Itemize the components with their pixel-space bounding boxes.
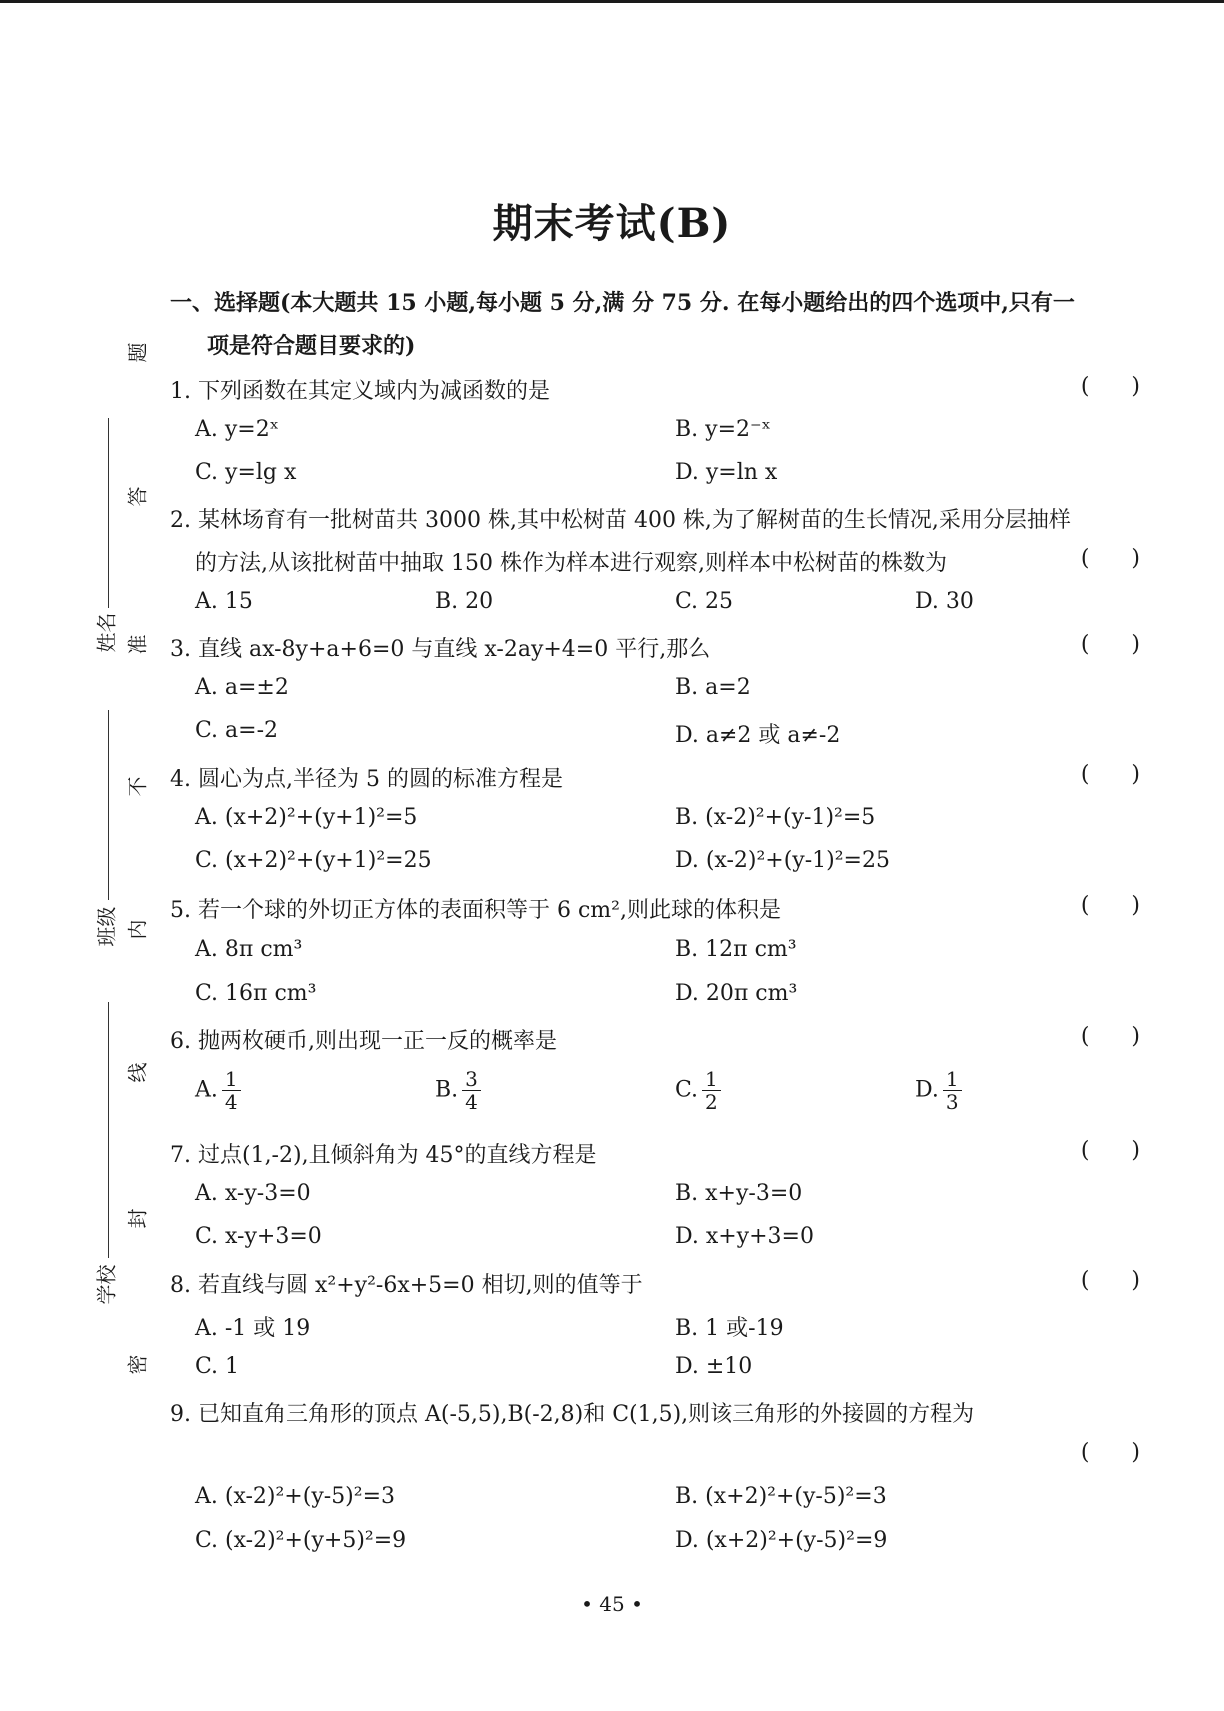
option-d: D. ±10 — [675, 1354, 753, 1379]
top-rule — [0, 0, 1224, 3]
name-field-label: 姓名 — [94, 612, 119, 653]
page-title: 期末考试(B) — [492, 200, 732, 247]
margin-char-bu: 不 — [125, 776, 150, 797]
question-stem: 9. 已知直角三角形的顶点 A(-5,5),B(-2,8)和 C(1,5),则该三角形的外接圆的方程为 — [170, 1402, 975, 1427]
margin-char-ti: 题 — [125, 342, 150, 363]
option-d: D. a≠2 或 a≠-2 — [675, 723, 841, 748]
question-stem: 5. 若一个球的外切正方体的表面积等于 6 cm²,则此球的体积是 — [170, 898, 781, 923]
fraction-numerator: 1 — [943, 1068, 962, 1091]
option-c: C. y=lg x — [195, 460, 297, 485]
question-stem: 7. 过点(1,-2),且倾斜角为 45°的直线方程是 — [170, 1143, 597, 1168]
answer-paren: ( ) — [1080, 1440, 1140, 1465]
option-c: C. (x+2)²+(y+1)²=25 — [195, 848, 432, 873]
option-c: C. (x-2)²+(y+5)²=9 — [195, 1528, 407, 1553]
option-a: A. x-y-3=0 — [195, 1181, 311, 1206]
margin-char-xian: 线 — [125, 1062, 150, 1083]
option-a: A. 8π cm³ — [195, 937, 303, 962]
option-a: A. 15 — [195, 589, 253, 614]
class-write-line — [108, 710, 109, 900]
fraction-numerator: 1 — [222, 1068, 241, 1091]
answer-paren: ( ) — [1080, 546, 1140, 571]
option-a: A. -1 或 19 — [195, 1316, 311, 1341]
option-b: B. y=2⁻ˣ — [675, 417, 771, 442]
school-field-label: 学校 — [94, 1264, 119, 1305]
option-d: D. 30 — [915, 589, 974, 614]
option-b: B. 20 — [435, 589, 494, 614]
fraction-denominator: 2 — [705, 1090, 718, 1114]
option-b: B. (x+2)²+(y-5)²=3 — [675, 1484, 887, 1509]
fraction-numerator: 1 — [702, 1068, 721, 1091]
option-a: A. y=2ˣ — [195, 417, 280, 442]
answer-paren: ( ) — [1080, 762, 1140, 787]
answer-paren: ( ) — [1080, 1268, 1140, 1293]
class-field-label: 班级 — [94, 906, 119, 947]
answer-paren: ( ) — [1080, 1024, 1140, 1049]
option-c: C. 1 — [195, 1354, 240, 1379]
margin-char-da: 答 — [125, 486, 150, 507]
fraction — [462, 1068, 481, 1113]
section-heading — [170, 282, 1140, 368]
margin-char-mi: 密 — [125, 1354, 150, 1375]
answer-paren: ( ) — [1080, 893, 1140, 918]
option-a: A. (x+2)²+(y+1)²=5 — [195, 805, 418, 830]
question-stem: 1. 下列函数在其定义域内为减函数的是 — [170, 379, 550, 404]
section-heading-line1: 一、选择题(本大题共 15 小题,每小题 5 分,满 分 75 分. 在每小题给出的四个选项中,只有一 — [170, 290, 1075, 316]
page-number: • 45 • — [581, 1592, 643, 1616]
margin-char-nei: 内 — [125, 919, 150, 940]
option-d: D. 20π cm³ — [675, 981, 798, 1006]
option-d: D. y=ln x — [675, 460, 778, 485]
option-letter: A. — [195, 1077, 218, 1103]
question-stem: 2. 某林场育有一批树苗共 3000 株,其中松树苗 400 株,为了解树苗的生长情况,采用分层抽样 — [170, 508, 1071, 533]
question-stem: 6. 抛两枚硬币,则出现一正一反的概率是 — [170, 1029, 557, 1054]
fraction-denominator: 3 — [945, 1090, 959, 1114]
section-heading-line2: 项是符合题目要求的) — [207, 333, 416, 359]
question-stem: 8. 若直线与圆 x²+y²-6x+5=0 相切,则的值等于 — [170, 1273, 643, 1298]
option-c — [675, 1068, 721, 1113]
question-stem-line2: 的方法,从该批树苗中抽取 150 株作为样本进行观察,则样本中松树苗的株数为 — [195, 551, 947, 576]
option-b: B. x+y-3=0 — [675, 1181, 803, 1206]
option-c: C. 25 — [675, 589, 734, 614]
answer-paren: ( ) — [1080, 1138, 1140, 1163]
option-letter: D. — [915, 1077, 939, 1103]
question-stem: 3. 直线 ax-8y+a+6=0 与直线 x-2ay+4=0 平行,那么 — [170, 637, 711, 662]
answer-paren: ( ) — [1080, 632, 1140, 657]
option-d: D. (x-2)²+(y-1)²=25 — [675, 848, 890, 873]
option-a — [195, 1068, 241, 1113]
option-letter: B. — [435, 1077, 459, 1103]
option-b: B. 12π cm³ — [675, 937, 797, 962]
option-c: C. a=-2 — [195, 718, 279, 743]
margin-char-zhun: 准 — [125, 634, 150, 655]
fraction-denominator: 4 — [224, 1090, 238, 1114]
option-b: B. (x-2)²+(y-1)²=5 — [675, 805, 876, 830]
option-letter: C. — [675, 1077, 699, 1103]
margin-char-feng: 封 — [125, 1208, 150, 1229]
fraction — [943, 1068, 962, 1113]
fraction-numerator: 3 — [462, 1068, 481, 1091]
option-d — [915, 1068, 962, 1113]
option-b — [435, 1068, 481, 1113]
answer-paren: ( ) — [1080, 374, 1140, 399]
fraction — [222, 1068, 241, 1113]
option-d: D. x+y+3=0 — [675, 1224, 814, 1249]
fraction-denominator: 4 — [465, 1090, 478, 1114]
name-write-line — [108, 418, 109, 608]
option-a: A. a=±2 — [195, 675, 289, 700]
option-b: B. a=2 — [675, 675, 751, 700]
option-d: D. (x+2)²+(y-5)²=9 — [675, 1528, 888, 1553]
question-stem: 4. 圆心为点,半径为 5 的圆的标准方程是 — [170, 767, 563, 792]
option-c: C. 16π cm³ — [195, 981, 317, 1006]
option-c: C. x-y+3=0 — [195, 1224, 322, 1249]
option-b: B. 1 或-19 — [675, 1316, 784, 1341]
binding-margin — [0, 0, 170, 1711]
school-write-line — [108, 1002, 109, 1258]
fraction — [702, 1068, 721, 1113]
option-a: A. (x-2)²+(y-5)²=3 — [195, 1484, 396, 1509]
